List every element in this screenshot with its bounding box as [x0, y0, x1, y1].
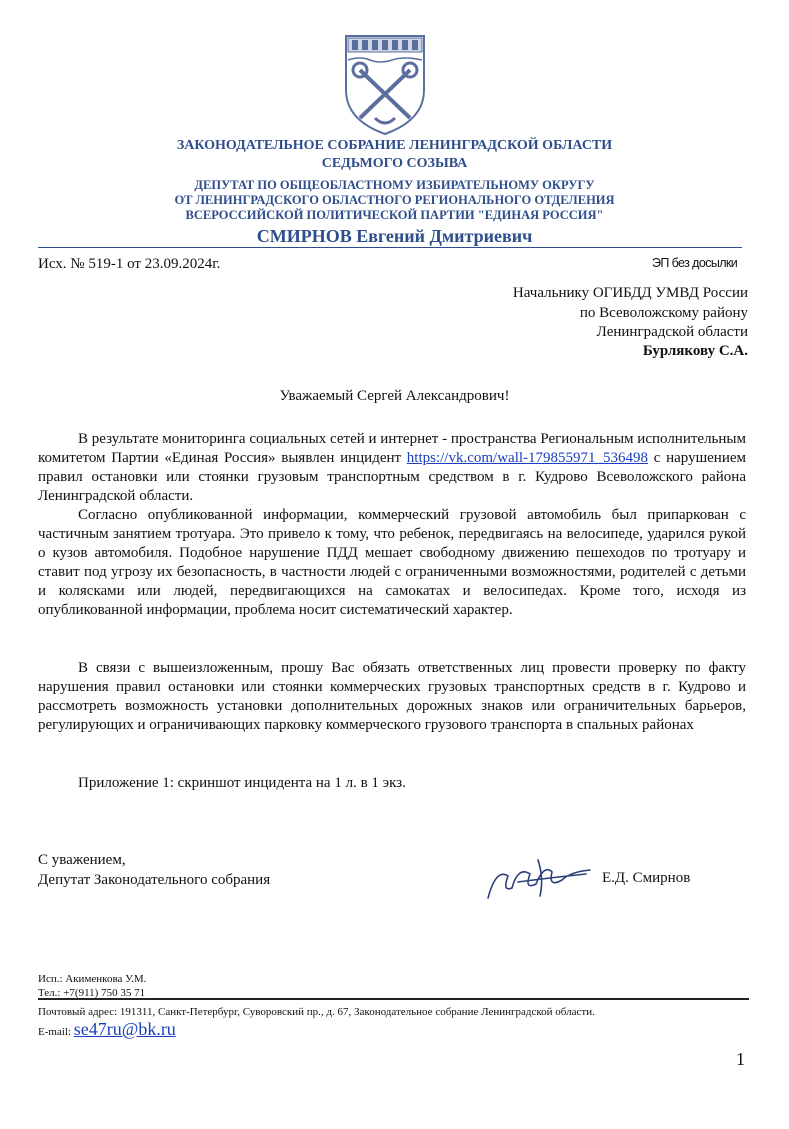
handwritten-signature: [478, 848, 596, 908]
addressee-line-2: по Всеволожскому району: [579, 305, 748, 321]
outgoing-number: Исх. № 519-1 от 23.09.2024г.: [38, 256, 221, 272]
parliament-title: ЗАКОНОДАТЕЛЬНОЕ СОБРАНИЕ ЛЕНИНГРАДСКОЙ ОБЛАСТИ: [176, 138, 613, 153]
incident-link[interactable]: https://vk.com/wall-179855971_536498: [406, 450, 649, 466]
p1-text-before: В результате мониторинга социальных сетей и интернет - пространства Региональным исполнительным комитетом Партии «Единая Россия» выявлен инцидент: [38, 431, 746, 466]
page-number: 1: [736, 1049, 745, 1069]
body-paragraph-3: В связи с вышеизложенным, прошу Вас обязать ответственных лиц провести проверку по факту нарушения правил остановки или стоянки коммерческих грузовых транспортных средств в г. Кудрово и рассмотреть возможность установки дополнительных дорожных знаков или ограничительных барьеров, регулирующих и ограничивающих парковку коммерческого грузового транспорта в спальных районах: [38, 660, 746, 733]
salutation: Уважаемый Сергей Александрович!: [279, 388, 510, 404]
email-label: E-mail:: [38, 1026, 74, 1038]
signer-name: Е.Д. Смирнов: [602, 870, 691, 886]
deputy-district: ДЕПУТАТ ПО ОБЩЕОБЛАСТНОМУ ИЗБИРАТЕЛЬНОМУ ОКРУГУ: [194, 178, 595, 192]
body-paragraph-2: Согласно опубликованной информации, коммерческий грузовой автомобиль был припаркован с частичным занятием тротуара. Это привело к тому, что ребенок, передвигаясь на велосипеде, ударился рукой о кузов автомобиля. Подобное нарушение ПДД мешает свободному движению пешеходов по тротуару и ставит под угрозу их безопасность, в частности людей с ограниченными возможностями, родителей с детьми и колясками или людей, передвигающихся на самокатах и велосипедах. Кроме того, исходя из опубликованной информации, проблема носит систематический характер.: [38, 507, 746, 618]
convocation: СЕДЬМОГО СОЗЫВА: [321, 156, 468, 171]
regional-branch: ОТ ЛЕНИНГРАДСКОГО ОБЛАСТНОГО РЕГИОНАЛЬНОГО ОТДЕЛЕНИЯ: [174, 193, 615, 207]
body-paragraph-1: [38, 430, 746, 620]
closing-position: Депутат Законодательного собрания: [38, 872, 271, 888]
closing-regards: С уважением,: [38, 852, 126, 868]
coat-of-arms-icon: [340, 30, 430, 138]
p1-text-after: с нарушением правил остановки или стоянки грузовым транспортным средством в г. Кудрово Всеволожского района Ленинградской области.: [38, 450, 747, 504]
header-divider: [38, 247, 742, 248]
postal-address: Почтовый адрес: 191311, Санкт-Петербург, Суворовский пр., д. 67, Законодательное собрание Ленинградской области.: [38, 1006, 595, 1018]
email-line: [38, 1019, 176, 1039]
email-link[interactable]: se47ru@bk.ru: [73, 1019, 176, 1039]
annex-note: Приложение 1: скриншот инцидента на 1 л. в 1 экз.: [78, 775, 406, 791]
party-name: ВСЕРОССИЙСКОЙ ПОЛИТИЧЕСКОЙ ПАРТИИ "ЕДИНАЯ РОССИЯ": [185, 208, 604, 222]
executor: Исп.: Акименкова У.М.: [38, 973, 147, 985]
deputy-name: СМИРНОВ Евгений Дмитриевич: [256, 226, 533, 246]
footer-divider: [38, 998, 749, 1000]
executor-phone: Тел.: +7(911) 750 35 71: [38, 987, 146, 999]
addressee-line-3: Ленинградской области: [596, 324, 748, 340]
addressee-line-1: Начальнику ОГИБДД УМВД России: [512, 285, 748, 301]
closing-block: [38, 850, 270, 890]
delivery-stamp: ЭП без досылки: [652, 256, 738, 270]
body-paragraph-3-wrap: [38, 659, 746, 735]
addressee-name: Бурлякову С.А.: [642, 343, 748, 359]
